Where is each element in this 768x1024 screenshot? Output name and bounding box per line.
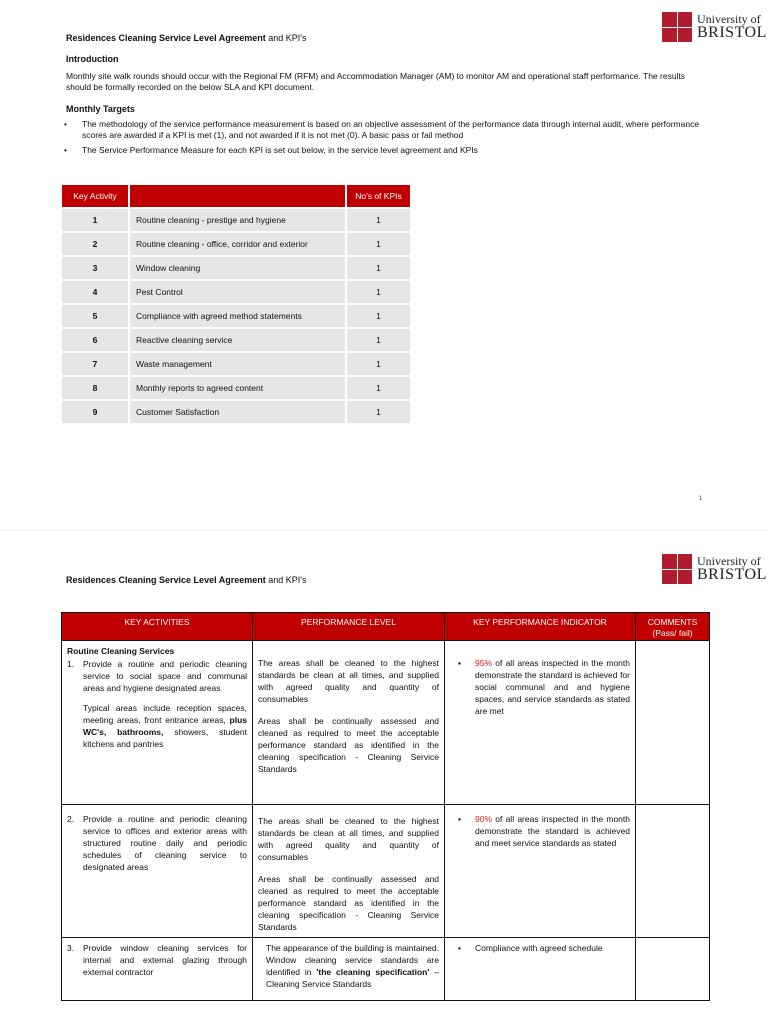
activity-cell	[62, 938, 253, 1001]
page-divider	[0, 530, 768, 531]
table-row	[62, 329, 410, 351]
kpi-count: 1	[347, 353, 410, 375]
performance-text: Areas shall be continually assessed and cleaned as required to meet the acceptable performance standard as identified in the cleaning specification - Cleaning Service Standards	[258, 874, 439, 932]
table-row	[62, 233, 410, 255]
target-item: • The methodology of the service performance measurement is based on an objective assessment of the performance data through internal audit, where performance scores are awarded if a KPI is met (1), and not awarded if it is not met (0). A basic pass or fail method	[64, 119, 708, 141]
performance-level-cell	[253, 938, 445, 1001]
table-row	[62, 805, 710, 938]
kpi-cell	[445, 641, 636, 805]
table-row	[62, 305, 410, 327]
document-title: Residences Cleaning Service Level Agreement and KPI's	[66, 33, 307, 43]
kpi-text: Compliance with agreed schedule	[475, 943, 603, 953]
activity-name: Monthly reports to agreed content	[130, 377, 347, 399]
table-row	[62, 353, 410, 375]
bullet-icon: ▪	[458, 658, 462, 668]
activity-number: 9	[62, 401, 130, 423]
activity-number: 8	[62, 377, 130, 399]
kpi-count: 1	[347, 377, 410, 399]
activity-name: Reactive cleaning service	[130, 329, 347, 351]
activity-cell	[62, 805, 253, 938]
monthly-targets-heading: Monthly Targets	[66, 104, 135, 114]
activity-text: Provide a routine and periodic cleaning service to social space and communal areas and hygiene designated areas	[83, 659, 247, 693]
table-row	[62, 641, 710, 805]
section-title: Routine Cleaning Services	[67, 646, 175, 656]
bullet-icon: ▪	[458, 943, 462, 953]
kpi-count: 1	[347, 401, 410, 423]
introduction-heading: Introduction	[66, 54, 119, 64]
performance-text: The areas shall be cleaned to the highest standards be clean at all times, and supplied with agreed quality and quantity of consumables	[258, 658, 439, 704]
performance-text: The areas shall be cleaned to the highest standards be clean at all times, and supplied with agreed quality and quantity of consumables	[258, 816, 439, 862]
table-row	[62, 377, 410, 399]
activity-number: 3	[62, 257, 130, 279]
table-row	[62, 938, 710, 1001]
kpi-count: 1	[347, 233, 410, 255]
document-title: Residences Cleaning Service Level Agreement and KPI's	[66, 575, 307, 585]
activity-number: 7	[62, 353, 130, 375]
crest-icon	[662, 554, 692, 584]
activity-number: 2	[62, 233, 130, 255]
activity-number: 1	[62, 209, 130, 231]
header-key-activities: KEY ACTIVITIES	[62, 613, 253, 641]
introduction-text: Monthly site walk rounds should occur with the Regional FM (RFM) and Accommodation Manager (AM) to monitor AM and operational staff performance. The results should be formally recorded on the below SLA and KPI document.	[66, 71, 686, 92]
header-comments: COMMENTS (Pass/ fail)	[636, 613, 710, 641]
university-logo	[662, 12, 767, 42]
table-row	[62, 209, 410, 231]
row-number: 1.	[67, 659, 75, 669]
header-kpi: KEY PERFORMANCE INDICATOR	[445, 613, 636, 641]
activity-name: Routine cleaning - prestige and hygiene	[130, 209, 347, 231]
typical-areas-text: Typical areas include reception spaces, meeting areas, front entrance areas, plus WC's, bathrooms, showers, student kitchens and pantries	[83, 703, 247, 749]
activity-cell	[62, 641, 253, 805]
comments-cell[interactable]	[636, 641, 710, 805]
university-logo	[662, 554, 767, 584]
row-number: 3.	[67, 943, 75, 953]
header-performance-level: PERFORMANCE LEVEL	[253, 613, 445, 641]
logo-line1: University of	[697, 554, 761, 568]
activity-name: Compliance with agreed method statements	[130, 305, 347, 327]
activity-name: Routine cleaning - office, corridor and exterior	[130, 233, 347, 255]
activity-number: 5	[62, 305, 130, 327]
bullet-icon: ▪	[458, 814, 462, 824]
performance-text: The appearance of the building is maintained. Window cleaning service standards are identified in 'the cleaning specification' – Cleaning Service Standards	[266, 943, 439, 989]
header-key-activity: Key Activity	[62, 185, 130, 207]
kpi-cell	[445, 938, 636, 1001]
kpi-count: 1	[347, 329, 410, 351]
kpi-text: 95% of all areas inspected in the month demonstrate the standard is achieved for social communal and and hygiene spaces, and service standards as stated are met	[475, 658, 630, 716]
kpi-cell	[445, 805, 636, 938]
performance-level-cell	[253, 641, 445, 805]
logo-line2: BRISTOL	[697, 566, 767, 583]
activity-name: Window cleaning	[130, 257, 347, 279]
header-activity-blank	[130, 185, 347, 207]
table-row	[62, 401, 410, 423]
page-number: 1	[699, 496, 703, 502]
activity-number: 6	[62, 329, 130, 351]
table-row	[62, 257, 410, 279]
header-kpi-count: No's of KPIs	[347, 185, 410, 207]
activity-name: Waste management	[130, 353, 347, 375]
kpi-count: 1	[347, 209, 410, 231]
kpi-count: 1	[347, 281, 410, 303]
activity-name: Pest Control	[130, 281, 347, 303]
activity-text: Provide window cleaning services for internal and external glazing through external contractor	[83, 943, 247, 977]
targets-list	[64, 119, 708, 160]
logo-line1: University of	[697, 12, 761, 26]
sla-detail-table	[61, 612, 710, 1001]
crest-icon	[662, 12, 692, 42]
performance-level-cell	[253, 805, 445, 938]
performance-text: Areas shall be continually assessed and cleaned as required to meet the acceptable performance standard as identified in the cleaning specification - Cleaning Service Standards	[258, 716, 439, 774]
row-number: 2.	[67, 814, 75, 824]
activity-text: Provide a routine and periodic cleaning service to offices and exterior areas with structured routine daily and periodic schedules of cleaning service to designated areas	[83, 814, 247, 872]
kpi-count: 1	[347, 257, 410, 279]
logo-line2: BRISTOL	[697, 24, 767, 41]
table-row	[62, 281, 410, 303]
kpi-count: 1	[347, 305, 410, 327]
activity-name: Customer Satisfaction	[130, 401, 347, 423]
target-item: • The Service Performance Measure for each KPI is set out below, in the service level agreement and KPIs	[64, 145, 708, 156]
kpi-summary-table	[62, 183, 410, 425]
activity-number: 4	[62, 281, 130, 303]
kpi-text: 90% of all areas inspected in the month demonstrate the standard is achieved and meet service standards as stated	[475, 814, 630, 848]
comments-cell[interactable]	[636, 805, 710, 938]
comments-cell[interactable]	[636, 938, 710, 1001]
